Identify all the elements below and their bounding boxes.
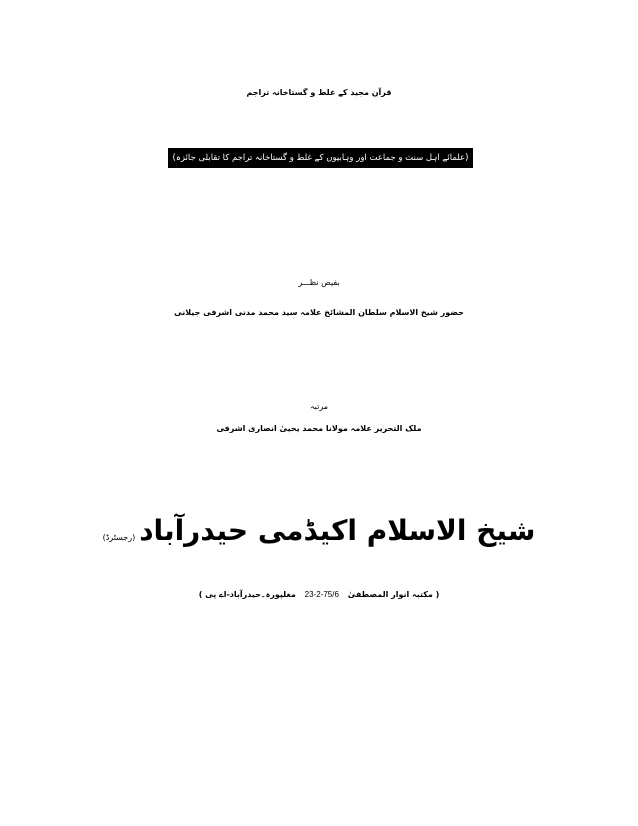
book-title: قرآن مجید کے غلط و گستاخانہ تراجم — [246, 88, 392, 97]
address-number: 23-2-75/6 — [304, 590, 339, 599]
patron-name: حضور شیخ الاسلام سلطان المشائخ علامہ سید محمد مدنی اشرفی جیلانی — [174, 308, 464, 317]
address-suffix: مغلپورہ۔حیدرآباد-اے پی ) — [198, 590, 296, 599]
subtitle-banner: (علمائے اہل سنت و جماعت اور وہابیوں کے غلط و گستاخانہ تراجم کا تقابلی جائزہ) — [168, 148, 473, 168]
compiled-by-label: مرتبہ — [309, 402, 329, 411]
address-prefix: ( مکتبہ انوار المصطفیٰ — [347, 590, 440, 599]
patronage-label: بفیض نظـــر — [298, 278, 340, 287]
publisher-name: شیخ الاسلام اکیڈمی حیدرآباد — [139, 514, 536, 547]
compiler-name: ملک التحریر علامہ مولانا محمد یحییٰ انصاری اشرفی — [216, 424, 422, 433]
publisher-address — [0, 590, 638, 599]
registered-tag: (رجسٹرڈ) — [102, 533, 136, 542]
publisher-row — [0, 514, 638, 547]
